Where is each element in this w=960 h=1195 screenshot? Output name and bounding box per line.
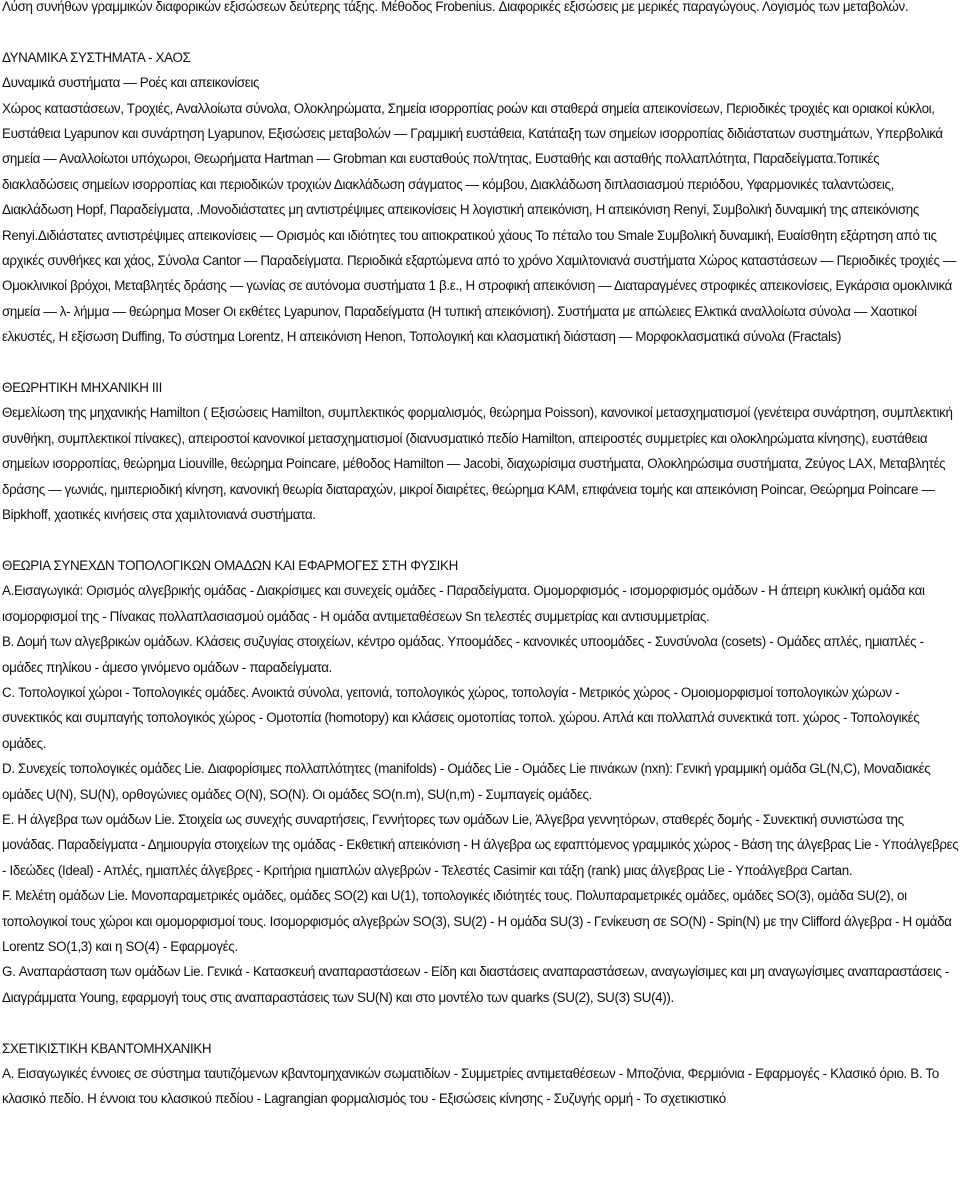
groups-item-g: G. Αναπαράσταση των ομάδων Lie. Γενικά - Κατασκευή αναπαραστάσεων - Είδη και διαστάσεις αναπαραστάσεων, αναγωγίσιμες και μη αναγωγίσιμες αναπαραστάσεις - Διαγράμματα Young, εφαρμογή τους στις αναπαραστάσεις των SU(N) και στο μοντέλο των quarks (SU(2), SU(3) SU(4)). [2, 964, 950, 1005]
relativistic-qm-section [2, 1036, 959, 1112]
groups-item-b: Β. Δομή των αλγεβρικών ομάδων. Κλάσεις συζυγίας στοιχείων, κέντρο ομάδας. Υποομάδες - κανονικές υποομάδες - Συνσύνολα (cosets) - Ομάδες απλές, ημιαπλές - ομάδες πηλίκου - άμεσο γινόμενο ομάδων - παραδείγματα. [2, 634, 924, 675]
section-heading-topological-groups: ΘΕΩΡΙΑ ΣΥΝΕΧΔΝ ΤΟΠΟΛΟΓΙΚΩΝ ΟΜΑΔΩΝ ΚΑΙ ΕΦΑΡΜΟΓΕΣ ΣΤΗ ΦΥΣΙΚΗ [2, 557, 458, 573]
relativistic-qm-body: Α. Εισαγωγικές έννοιες σε σύστημα ταυτιζόμενων κβαντομηχανικών σωματιδίων - Συμμετρίες αντιμεταθέσεων - Μποζόνια, Φερμιόνια - Εφαρμογές - Κλασικό όριο. Β. Το κλασικό πεδίο. Η έννοια του κλασικού πεδίου - Lagrangian φορμαλισμός του - Εξισώσεις κίνησης - Συζυγής ορμή - Το σχετικιστικό [2, 1066, 939, 1107]
theoretical-mechanics-body: Θεμελίωση της μηχανικής Hamilton ( Εξισώσεις Hamilton, συμπλεκτικός φορμαλισμός, θεώρημα Poisson), κανονικοί μετασχηματισμοί (γενέτειρα συνάρτηση, συμπλεκτική συνθήκη, συμπλεκτικοί πίνακες), απειροστοί κανονικοί μετασχηματισμοί (διανυσματικό πεδίο Hamilton, απειροστές συμμετρίες και ολοκληρώματα κίνησης), ευστάθεια σημείων ισορροπίας, θεώρημα Liouville, θεώρημα Poincare, μέθοδος Hamilton — Jacobi, διαχωρίσιμα συστήματα, Ολοκληρώσιμα συστήματα, Ζεύγος LAX, Μεταβλητές δράσης — γωνιάς, ημιπεριοδική κίνηση, κανονική θεωρία διαταραχών, μικροί διαιρέτες, θεώρημα KAM, επιφάνεια τομής και απεικόνιση Poincar, Θεώρημα Poincare — Bipkhoff, χαοτικές κινήσεις στα χαμιλτονιανά συστήματα. [2, 405, 953, 523]
groups-item-f: F. Μελέτη ομάδων Lie. Μονοπαραμετρικές ομάδες, ομάδες SO(2) και U(1), τοπολογικές ιδιότητές τους. Πολυπαραμετρικές ομάδες, ομάδες SO(3), ομάδα SU(2), οι τοπολογικοί τους χώροι και ομομορφισμοί τους. Ισομορφισμός αλγεβρών SO(3), SU(2) - Η ομάδα SU(3) - Γενίκευση σε SO(N) - Spin(N) με την Clifford άλγεβρα - Η ομάδα Lorentz SO(1,3) και η SO(4) - Εφαρμογές. [2, 888, 952, 954]
groups-item-e: E. Η άλγεβρα των ομάδων Lie. Στοιχεία ως συνεχής συναρτήσεις, Γεννήτορες των ομάδων Lie, Άλγεβρα γεννητόρων, σταθερές δομής - Συνεκτική συνιστώσα της μονάδας. Παραδείγματα - Δημιουργία στοιχείων της ομάδας - Εκθετική απεικόνιση - Η άλγεβρα ως εφαπτόμενος γραμμικός χώρος - Βάση της άλγεβρας Lie - Υποάλγεβρες - Ιδεώδες (Ideal) - Απλές, ημιαπλές άλγεβρες - Κριτήρια ημιαπλών αλγεβρών - Τελεστές Casimir και τάξη (rank) μιας άλγεβρας Lie - Υποάλγεβρα Cartan. [2, 811, 959, 878]
section-subheading-dynamical-systems: Δυναμικά συστήματα — Ροές και απεικονίσεις [2, 75, 260, 91]
section-heading-theoretical-mechanics: ΘΕΩΡΗΤΙΚΗ ΜΗΧΑΝΙΚΗ ΙΙΙ [2, 380, 163, 396]
section-spacer [2, 19, 959, 44]
intro-paragraph: Λύση συνήθων γραμμικών διαφορικών εξισώσεων δεύτερης τάξης. Μέθοδος Frobenius. Διαφορικές εξισώσεις με μερικές παραγώγους. Λογισμός των μεταβολών. [2, 0, 909, 14]
groups-item-c: C. Τοπολογικοί χώροι - Τοπολογικές ομάδες. Ανοικτά σύνολα, γειτονιά, τοπολογικός χώρος, τοπολογία - Μετρικός χώρος - Ομοιομορφισμοί τοπολογικών χώρων - συνεκτικός και συμπαγής τοπολογικός χώρος - Ομοτοπία (homotopy) και κλάσεις ομοτοπίας τοπολ. χώρου. Απλά και πολλαπλά συνεκτικά τοπ. χώρος - Τοπολογικές ομάδες. [2, 684, 920, 751]
dynamical-systems-body: Χώρος καταστάσεων, Τροχιές, Αναλλοίωτα σύνολα, Ολοκληρώματα, Σημεία ισορροπίας ροών και σταθερά σημεία απεικονίσεων, Περιοδικές τροχιές και οριακοί κύκλοι, Ευστάθεια Lyapunov και συνάρτηση Lyapunov, Εξισώσεις μεταβολών — Γραμμική ευστάθεια, Κατάταξη των σημείων ισορροπίας διδιάστατων συστημάτων, Υπερβολικά σημεία — Αναλλοίωτοι υπόχωροι, Θεωρήματα Hartman — Grobman και ευσταθούς πολ/τητας, Ευσταθής και ασταθής πολλαπλότητα, Παραδείγματα.Τοπικές διακλαδώσεις σημείων ισορροπίας και περιοδικών τροχιών Διακλάδωση σάγματος — κόμβου, Διακλάδωση διπλασιασμού περιόδου, Υφαρμονικές ταλαντώσεις, Διακλάδωση Hopf, Παραδείγματα, .Μονοδιάστατες μη αντιστρέψιμες απεικονίσεις Η λογιστική απεικόνιση, Η απεικόνιση Renyi, Συμβολική δυναμική της απεικόνισης Renyi.Διδιάστατες αντιστρέψιμες απεικονίσεις — Ορισμός και ιδιότητες του αιτιοκρατικού χάους Το πέταλο του Smale Συμβολική δυναμική, Ευαίσθητη εξάρτηση από τις αρχικές συνθήκες και χάος, Σύνολα Cantor — Παραδείγματα. Περιοδικά εξαρτώμενα από το χρόνο Χαμιλτονιανά συστήματα Χώρος καταστάσεων — Περιοδικές τροχιές — Ομοκλινικοί βρόχοι, Μεταβλητές δράσης — γωνίας σε αυτόνομα συστήματα 1 β.ε., Η στροφική απεικόνιση — Διαταραγμένες στροφικές απεικονίσεις, Εγκάρσια ομοκλινικά σημεία — λ- λήμμα — θεώρημα Moser Οι εκθέτες Lyapunov, Παραδείγματα (Η τυπική απεικόνιση). Συστήματα με απώλειες Ελκτικά αναλλοίωτα σύνολα — Χαοτικοί ελκυστές, Η εξίσωση Duffing, Το σύστημα Lorentz, Η απεικόνιση Henon, Τοπολογική και κλασματική διάσταση — Μορφοκλασματικά σύνολα (Fractals) [2, 100, 957, 345]
section-spacer [2, 350, 959, 375]
section-heading-relativistic-qm: ΣΧΕΤΙΚΙΣΤΙΚΗ ΚΒΑΝΤΟΜΗΧΑΝΙΚΗ [2, 1040, 212, 1056]
intro-section [2, 0, 959, 19]
groups-item-d: D. Συνεχείς τοπολογικές ομάδες Lie. Διαφορίσιμες πολλαπλότητες (manifolds) - Ομάδες Lie - Ομάδες Lie πινάκων (nxn): Γενική γραμμική ομάδα GL(N,C), Μοναδιακές ομάδες U(N), SU(N), ορθογώνιες ομάδες O(N), SO(N). Οι ομάδες SO(n.m), SU(n,m) - Συμπαγείς ομάδες. [2, 761, 931, 802]
groups-item-a: Α.Εισαγωγικά: Ορισμός αλγεβρικής ομάδας - Διακρίσιμες και συνεχείς ομάδες - Παραδείγματα. Ομομορφισμός - ισομορφισμός ομάδων - Η άπειρη κυκλική ομάδα και ισομορφισμοί της - Πίνακας πολλαπλασιασμού ομάδας - Η ομάδα αντιμεταθέσεων Sn τελεστές συμμετρίας και αντισυμμετρίας. [2, 583, 925, 624]
theoretical-mechanics-section [2, 375, 959, 527]
dynamical-systems-section [2, 45, 959, 350]
topological-groups-section [2, 553, 959, 1010]
section-spacer [2, 1010, 959, 1035]
section-heading-dynamical-systems: ΔΥΝΑΜΙΚΑ ΣΥΣΤΗΜΑΤΑ - ΧΑΟΣ [2, 49, 191, 65]
section-spacer [2, 528, 959, 553]
